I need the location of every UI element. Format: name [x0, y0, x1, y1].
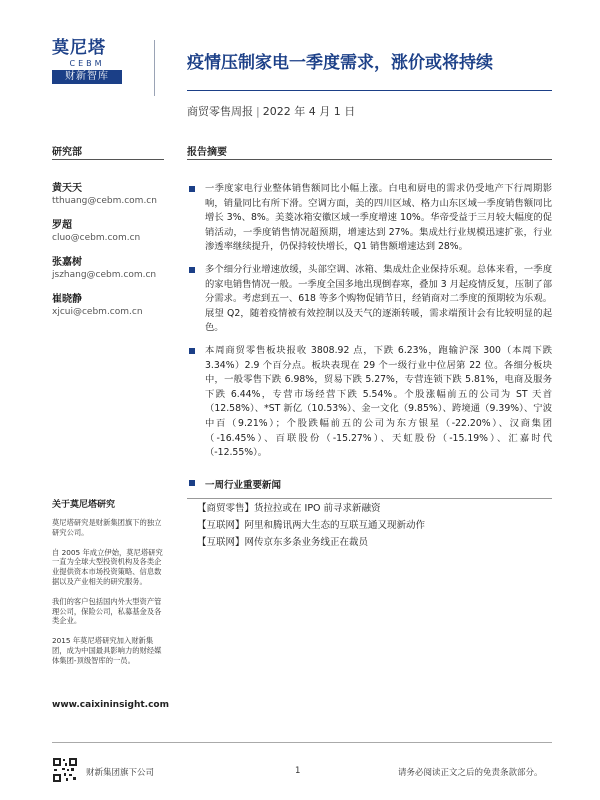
subtitle-separator: | — [256, 105, 260, 118]
report-type: 商贸零售周报 — [187, 105, 253, 118]
analyst-email[interactable]: cluo@cebm.com.cn — [52, 233, 141, 243]
bullet-square-icon — [189, 267, 195, 273]
news-item[interactable]: 【互联网】网传京东多条业务线正在裁员 — [197, 537, 369, 548]
summary-heading: 报告摘要 — [187, 147, 227, 158]
page-number: 1 — [295, 766, 301, 776]
analyst-name: 黄天天 — [52, 183, 82, 194]
footer-disclaimer: 请务必阅读正文之后的免责条款部分。 — [398, 768, 543, 778]
logo-cn-text: 莫尼塔 — [52, 38, 106, 58]
news-item[interactable]: 【商贸零售】货拉拉或在 IPO 前寻求新融资 — [197, 503, 381, 514]
about-paragraph: 2015 年莫尼塔研究加入财新集团，成为中国最具影响力的财经媒体集团-顶级智库的一员。 — [52, 636, 162, 665]
analyst-email[interactable]: tthuang@cebm.com.cn — [52, 196, 157, 206]
analyst-name: 罗超 — [52, 220, 72, 231]
bullet-square-icon — [189, 480, 195, 486]
summary-text: 一季度家电行业整体销售额同比小幅上涨。白电和厨电的需求仍受地产下行周期影响，销量同比有所下滑。空调方面，美的四川区域、格力山东区域一季度销售额同比增长 3%、8%。美菱冰箱安徽区域一季度增速 10%。华帝受益于三月较大幅度的促销活动，一季度销售情况超预期，增速达到 27%。集成灶行业规模迅速扩张，行业渗透率继续提升，仍保持较快增长，Q1 销售额增速达到 28%。 — [205, 183, 552, 253]
footer-rule — [52, 742, 552, 743]
research-dept-rule — [52, 159, 164, 160]
news-rule — [187, 498, 552, 499]
analyst-email[interactable]: jszhang@cebm.com.cn — [52, 270, 157, 280]
website-link[interactable]: www.caixininsight.com — [52, 700, 169, 710]
report-date: 2022 年 4 月 1 日 — [262, 105, 356, 118]
header-divider — [154, 40, 155, 96]
news-heading — [187, 477, 552, 491]
summary-item — [187, 182, 552, 255]
analyst-card — [52, 293, 143, 318]
report-subtitle — [187, 103, 355, 119]
news-section — [187, 477, 552, 499]
summary-text: 多个细分行业增速放缓，头部空调、冰箱、集成灶企业保持乐观。总体来看，一季度的家电销售情况一般。一季度全国多地出现倒春寒，叠加 3 月起疫情反复，压制了部分需求。考虑到五一、618 等多个购物促销节日，经销商对二季度的预期较为乐观。展望 Q2，随着疫情被有效控制以及天气的逐渐转暖，需求端预计会有比较明显的起色。 — [205, 263, 552, 334]
analyst-name: 张嘉树 — [52, 257, 82, 268]
summary-rule — [187, 159, 552, 160]
research-dept-heading: 研究部 — [52, 147, 82, 158]
title-rule — [187, 90, 552, 91]
qr-code-icon — [52, 757, 78, 783]
logo-sub-text: 财新智库 — [52, 70, 122, 84]
analyst-card — [52, 219, 140, 244]
summary-text: 本周商贸零售板块报收 3808.92 点，下跌 6.23%，跑输沪深 300（本周下跌 3.34%）2.9 个百分点。板块表现在 29 个一级行业中位居第 22 位。各细分板块中，一般零售下跌 6.98%，贸易下跌 5.27%，专营连锁下跌 5.81%，电商及服务下跌 6.44%，专营市场经营下跌 5.54%。个股涨幅前五的公司为 ST 天首（12.58%）、*ST 新亿（10.53%）、金一文化（9.85%）、跨境通（9.39%）、宁波中百（9.21%）；个股跌幅前五的公司为东方银星（-22.20%）、汉商集团（-16.45%）、百联股份（-15.27%）、天虹股份（-15.19%）、汇嘉时代（-12.55%）。 — [205, 344, 552, 459]
bullet-square-icon — [189, 348, 195, 354]
about-paragraph: 莫尼塔研究是财新集团旗下的独立研究公司。 — [52, 518, 162, 537]
about-paragraph: 我们的客户包括国内外大型资产管理公司，保险公司，私募基金及各类企业。 — [52, 596, 162, 626]
news-heading-text: 一周行业重要新闻 — [205, 480, 282, 491]
summary-list — [187, 182, 552, 469]
bullet-square-icon — [189, 186, 195, 192]
analyst-name: 崔晓静 — [52, 294, 82, 305]
news-item[interactable]: 【互联网】阿里和腾讯两大生态的互联互通又现新动作 — [197, 520, 426, 531]
summary-item — [187, 344, 552, 461]
about-box — [52, 497, 164, 676]
analyst-email[interactable]: xjcui@cebm.com.cn — [52, 307, 143, 317]
about-paragraph: 自 2005 年成立伊始，莫尼塔研究一直为全球大型投资机构及各类企业提供资本市场投资策略、信息数据以及产业相关的研究服务。 — [52, 547, 163, 586]
report-title: 疫情压制家电一季度需求，涨价或将持续 — [187, 53, 493, 73]
summary-item — [187, 263, 552, 336]
about-heading: 关于莫尼塔研究 — [52, 500, 116, 510]
footer-company: 财新集团旗下公司 — [86, 768, 155, 778]
company-logo — [52, 38, 122, 84]
analyst-card — [52, 182, 157, 207]
logo-en-text: CEBM — [69, 59, 105, 68]
analyst-card — [52, 256, 156, 281]
